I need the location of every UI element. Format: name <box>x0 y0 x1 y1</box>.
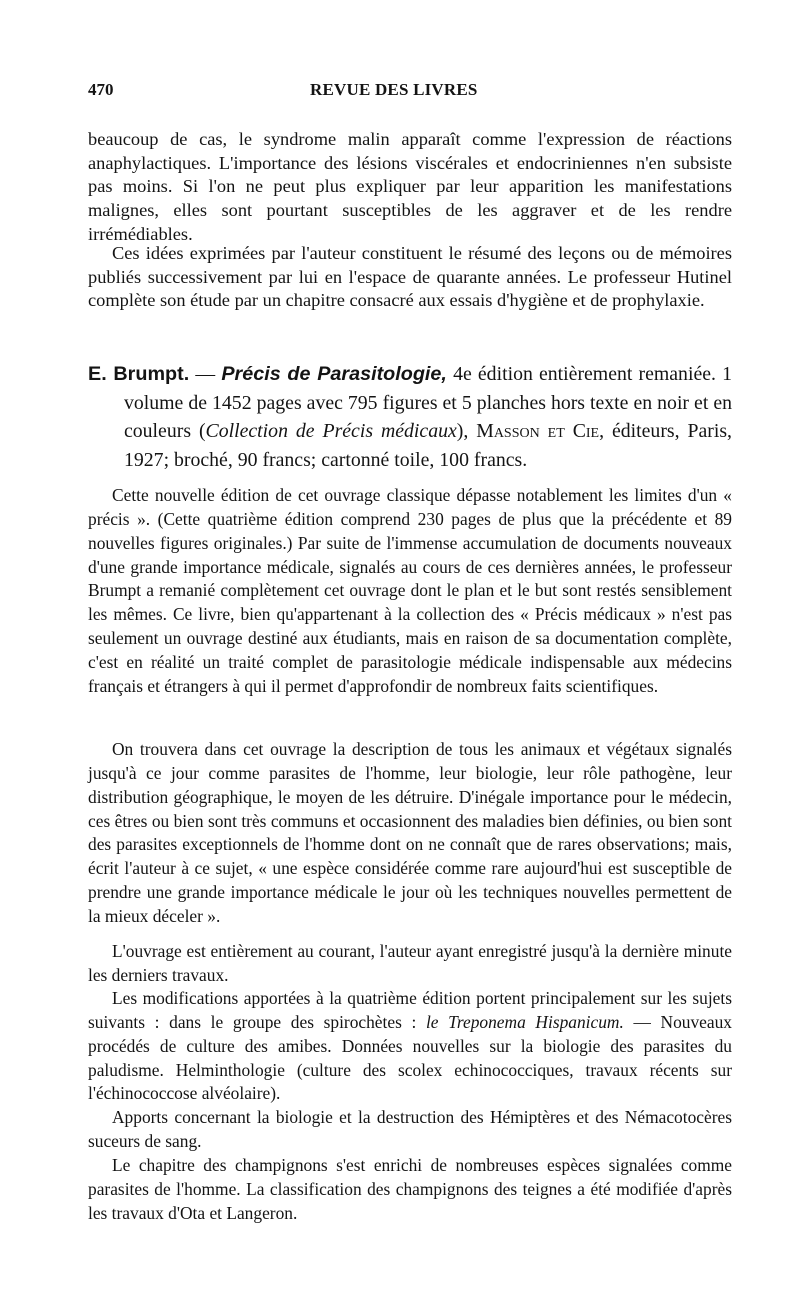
body-paragraph-current: L'ouvrage est entièrement au courant, l'auteur ayant enregistré jusqu'à la dernière minute les derniers travaux. <box>88 941 732 985</box>
body-paragraph-modifications <box>88 987 732 1106</box>
body-paragraph-contents: On trouvera dans cet ouvrage la description de tous les animaux et végétaux signalés jusqu'à ce jour comme parasites de l'homme, leur biologie, leur rôle pathogène, leur distribution géographique, le moyen de les détruire. D'inégale importance pour le médecin, ces êtres ou bien sont très communs et occasionnent des maladies bien définies, ou bien sont des parasites exceptionnels de l'homme dont on ne connaît que de rares observations; mais, écrit l'auteur à ce sujet, « une espèce considérée comme rare aujourd'hui est susceptible de prendre une grande importance médicale le jour où les techniques nouvelles permettent de la mieux déceler ». <box>88 739 732 926</box>
page-number: 470 <box>88 80 114 99</box>
running-head: REVUE DES LIVRES <box>310 80 478 99</box>
continued-paragraph: beaucoup de cas, le syndrome malin apparaît comme l'expression de réactions anaphylactiques. L'importance des lésions viscérales et endocriniennes n'en subsiste pas moins. Si l'on ne peut plus expliquer par leur apparition les manifestations malignes, elles sont pourtant susceptibles de les aggraver et de les rendre irrémédiables. <box>88 129 732 244</box>
body-paragraph-apports: Apports concernant la biologie et la destruction des Hémiptères et des Némacotocères suceurs de sang. <box>88 1107 732 1151</box>
review-heading <box>88 360 732 474</box>
page-header <box>88 80 728 104</box>
review-publisher-post: , éditeurs, Paris, 1927; broché, 90 francs; cartonné toile, 100 francs. <box>124 420 732 471</box>
review-title: Précis de Parasitologie, <box>221 363 447 385</box>
review-edition: 4e édition entièrement remaniée. 1 volume de 1452 pages avec 795 figures et 5 planches hors texte en noir et en couleurs ( <box>124 363 732 442</box>
body-paragraph-edition: Cette nouvelle édition de cet ouvrage classique dépasse notablement les limites d'un « précis ». (Cette quatrième édition comprend 230 pages de plus que la précédente et 89 nouvelles figures originales.) Par suite de l'immense accumulation de documents nouveaux d'une grande importance médicale, signalés au cours de ces dernières années, le professeur Brumpt a remanié complètement cet ouvrage dont le plan et le but sont restés sensiblement les mêmes. Ce livre, bien qu'appartenant à la collection des « Précis médicaux » n'est pas seulement un ouvrage destiné aux étudiants, mais en raison de sa documentation complète, c'est en réalité un traité complet de parasitologie médicale indispensable aux médecins français et étrangers à qui il permet d'approfondir de nombreux faits scientifiques. <box>88 485 732 696</box>
review-author: E. Brumpt. <box>88 363 190 385</box>
review-publisher: Masson et Cie <box>476 420 600 442</box>
body-paragraph-champignons: Le chapitre des champignons s'est enrichi de nombreuses espèces signalées comme parasites de l'homme. La classification des champignons des teignes a été modifiée d'après les travaux d'Ota et Langeron. <box>88 1155 732 1223</box>
review-collection: Collection de Précis médicaux <box>205 420 457 442</box>
review-dash: — <box>189 363 222 385</box>
review-publisher-pre: ), <box>456 420 477 442</box>
mods-text: Les modifications apportées à la quatrième édition portent principalement sur les sujets suivants : dans le groupe des spirochètes : <box>88 988 732 1032</box>
mods-treponema: le Treponema Hispanicum. <box>425 1011 624 1032</box>
summary-paragraph: Ces idées exprimées par l'auteur constituent le résumé des leçons ou de mémoires publiés successivement par lui en l'espace de quarante années. Le professeur Hutinel complète son étude par un chapitre consacré aux essais d'hygiène et de prophylaxie. <box>88 243 732 311</box>
mods-rest: — Nouveaux procédés de culture des amibes. Données nouvelles sur la biologie des parasites du paludisme. Helminthologie (culture des scolex echinococciques, travaux récents sur l'échinococcose alvéolaire). <box>88 1011 732 1104</box>
